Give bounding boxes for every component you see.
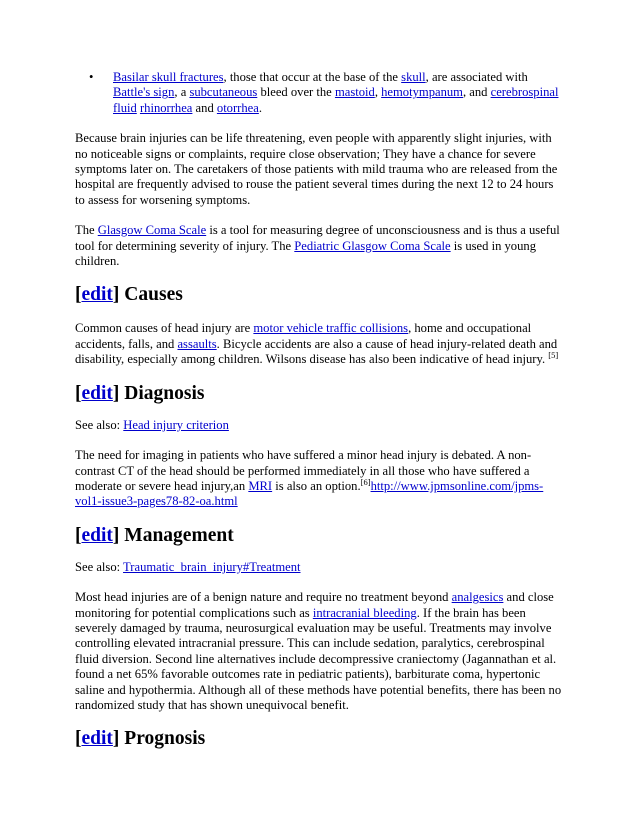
see-also-link[interactable]: Head injury criterion (123, 417, 229, 432)
link-cerebrospinal-fluid[interactable]: cerebrospinal fluid (113, 85, 559, 115)
text-run: , and (462, 85, 491, 100)
text-run: . If the brain has been severely damaged by trauma, neurosurgical evaluation may be useful. Treatments may involve controlling elevated intracranial pressure. This can include sedation, paralytics, cerebrospinal fluid diversion. Second line alternatives include decompressive craniectomy (Jagannathan et al. found a net 65% favorable outcomes rate in pediatric patients), barbiturate coma, hypertonic saline and hypothermia. Although all of these methods have potential benefits, there has been no randomized study that has shown unequivocal benefit. (75, 605, 562, 712)
text-run: The (75, 223, 98, 238)
list-item-text (113, 70, 558, 115)
text-run: . Bicycle accidents are also a cause of head injury-related death and disability, especially among children. Wilsons disease has also been indicative of head injury. (75, 336, 558, 367)
text-run: and close monitoring for potential complications such as (75, 590, 554, 620)
link-glasgow-coma-scale[interactable]: Glasgow Coma Scale (97, 223, 207, 238)
text-run: , a (174, 85, 190, 100)
list-item (75, 70, 565, 116)
edit-link[interactable]: edit (81, 382, 113, 404)
link-pediatric-glasgow-coma-scale[interactable]: Pediatric Glasgow Coma Scale (294, 238, 451, 253)
text-run: Most head injuries are of a benign nature and require no treatment beyond (75, 590, 452, 605)
link-intracranial-bleeding[interactable]: intracranial bleeding (312, 605, 417, 620)
text-run: , those that occur at the base of the (223, 70, 402, 84)
link-skull[interactable]: skull (401, 70, 426, 84)
article-body (75, 70, 565, 750)
section-title: Diagnosis (124, 382, 205, 404)
link-basilar-skull-fractures[interactable]: Basilar skull fractures (113, 70, 224, 84)
text-run: The need for imaging in patients who have suffered a minor head injury is debated. A non-contrast CT of the head should be performed immediately in all those who have suffered a moderate or severe head injury,an (75, 448, 532, 493)
bullet-marker: • (89, 70, 94, 84)
link-mri[interactable]: MRI (248, 478, 273, 493)
citation-ref[interactable]: [6] (360, 476, 371, 487)
edit-bracket-open: [ (75, 524, 82, 546)
edit-bracket-close: ] (112, 382, 125, 404)
see-also-label: See also: (75, 417, 124, 432)
text-run: bleed over the (257, 85, 335, 100)
link-mastoid[interactable]: mastoid (334, 85, 375, 100)
edit-bracket-close: ] (112, 284, 125, 306)
see-also (75, 560, 565, 575)
section-title: Management (124, 524, 234, 546)
edit-link[interactable]: edit (81, 728, 113, 750)
link-http-www-jpmsonline-com-jpms-vol1-issue3-pages78-82-oa-html[interactable]: http://www.jpmsonline.com/jpms-vol1-issue3-pages78-82-oa.html (75, 478, 544, 509)
link-hemotympanum[interactable]: hemotympanum (381, 85, 463, 100)
text-run: , (374, 85, 382, 100)
text-run: , home and occupational accidents, falls, and (75, 321, 532, 351)
paragraph (75, 448, 565, 510)
section-heading-prognosis (75, 728, 565, 750)
see-also-link[interactable]: Traumatic_brain_injury#Treatment (123, 559, 301, 574)
citation-ref[interactable]: [5] (548, 350, 559, 361)
text-run: Common causes of head injury are (75, 321, 254, 336)
bullet-list (75, 70, 565, 116)
paragraph (75, 590, 565, 713)
edit-bracket-close: ] (112, 728, 125, 750)
link-analgesics[interactable]: analgesics (451, 590, 504, 605)
link-subcutaneous[interactable]: subcutaneous (189, 85, 258, 100)
intro-paragraphs (75, 131, 565, 269)
text-run: , are associated with (425, 70, 528, 84)
section-title: Causes (124, 284, 183, 306)
text-run: . (258, 100, 263, 115)
edit-bracket-open: [ (75, 284, 82, 306)
article-sections (75, 284, 565, 750)
link-otorrhea[interactable]: otorrhea (216, 100, 259, 115)
edit-link[interactable]: edit (81, 284, 113, 306)
edit-bracket-close: ] (112, 524, 125, 546)
text-run: Because brain injuries can be life threatening, even people with apparently slight injuries, with no noticeable signs or complaints, require close observation; They have a chance for severe symptoms later on. The caretakers of those patients with mild trauma who are released from the hospital are frequently advised to rouse the patient several times during the next 12 to 24 hours to assess for worsening symptoms. (75, 131, 558, 207)
text-run: is a tool for measuring degree of unconsciousness and is thus a useful tool for determining severity of injury. The (75, 223, 560, 253)
link-battle-s-sign[interactable]: Battle's sign (113, 85, 175, 100)
see-also-label: See also: (75, 559, 124, 574)
section-heading-causes (75, 284, 565, 306)
section-heading-management (75, 525, 565, 547)
edit-bracket-open: [ (75, 728, 82, 750)
text-run: and (192, 100, 217, 115)
edit-link[interactable]: edit (81, 524, 113, 546)
text-run: is used in young children. (75, 238, 536, 269)
link-assaults[interactable]: assaults (177, 336, 217, 351)
edit-bracket-open: [ (75, 382, 82, 404)
section-title: Prognosis (124, 728, 206, 750)
paragraph (75, 321, 565, 367)
link-motor-vehicle-traffic-collisions[interactable]: motor vehicle traffic collisions (253, 321, 409, 336)
see-also (75, 418, 565, 433)
link-rhinorrhea[interactable]: rhinorrhea (139, 100, 193, 115)
text-run: is also an option. (272, 478, 361, 493)
section-heading-diagnosis (75, 383, 565, 405)
paragraph (75, 223, 565, 269)
paragraph (75, 131, 565, 208)
